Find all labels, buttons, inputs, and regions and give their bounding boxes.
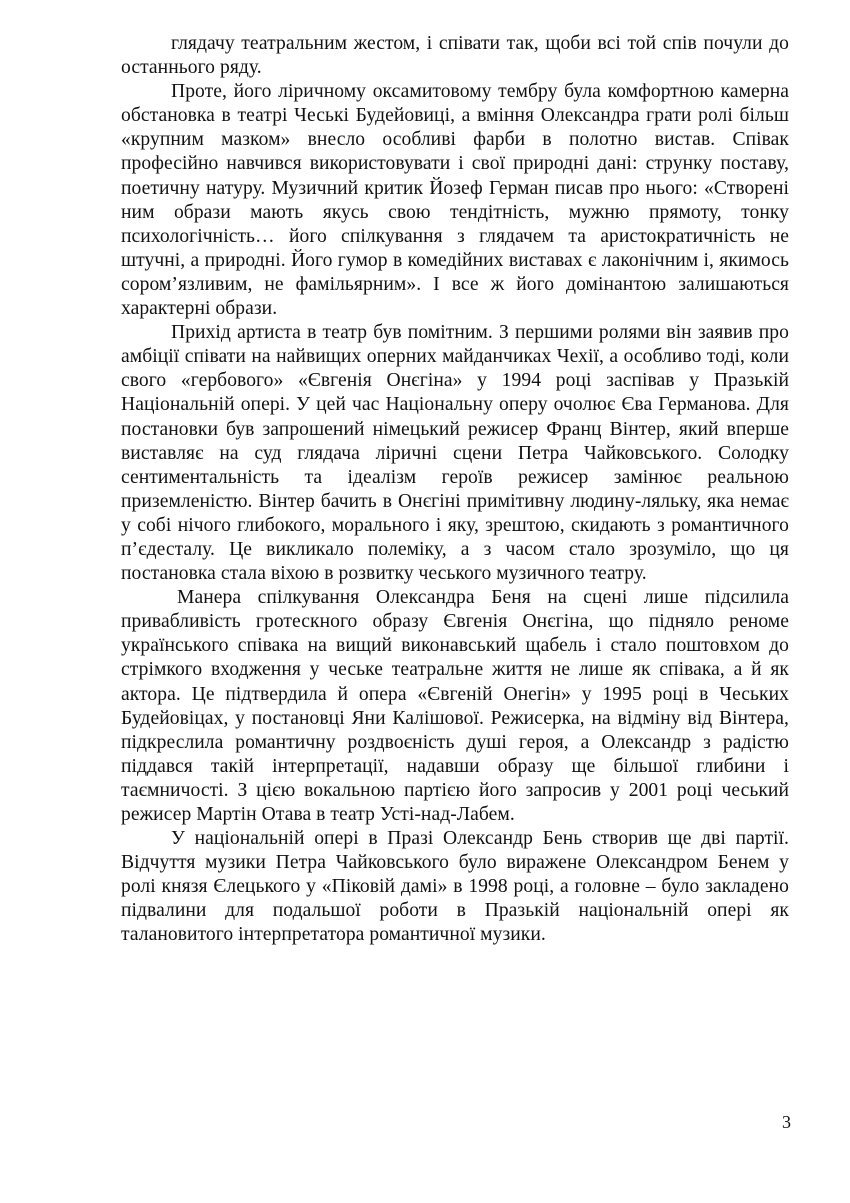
paragraph-2: Проте, його ліричному оксамитовому тембру була комфортною камерна обстановка в театрі Чеські Будейовиці, а вміння Олександра грати ролі більш «крупним мазком» внесло особливі фарби в полотно вистав. Співак професійно навчився використовувати і свої природні дані: струнку поставу, поетичну натуру. Музичний критик Йозеф Герман писав про нього: «Створені ним образи мають якусь свою тендітність, мужню прямоту, тонку психологічність… його спілкування з глядачем та аристократичність не штучні, а природні. Його гумор в комедійних виставах є лаконічним і, якимось сором’язливим, не фамільярним». І все ж його домінантою залишаються характерні образи. — [121, 81, 789, 320]
paragraph-1: глядачу театральним жестом, і співати так, щоби всі той спів почули до останнього ряду. — [121, 33, 789, 79]
paragraph-3: Прихід артиста в театр був помітним. З першими ролями він заявив про амбіції співати на найвищих оперних майданчиках Чехії, а особливо тоді, коли свого «гербового» «Євгенія Онєгіна» у 1994 році заспівав у Празькій Національній опері. У цей час Національну оперу очолює Єва Германова. Для постановки був запрошений німецький режисер Франц Вінтер, який вперше виставляє на суд глядача ліричні сцени Петра Чайковського. Солодку сентиментальність та ідеалізм героїв режисер замінює реальною приземленістю. Вінтер бачить в Онєгіні примітивну людину-ляльку, яка немає у собі нічого глибокого, морального і яку, зрештою, скидають з романтичного п’єдесталу. Це викликало полеміку, а з часом стало зрозуміло, що ця постановка стала віхою в розвитку чеського музичного театру. — [121, 322, 789, 585]
page-number: 3 — [782, 1112, 791, 1132]
body-text — [121, 32, 789, 948]
paragraph-4: Манера спілкування Олександра Беня на сцені лише підсилила привабливість гротескного образу Євгенія Онєгіна, що підняло реноме українського співака на вищий виконавський щабель і стало поштовхом до стрімкого входження у чеське театральне життя не лише як співака, а й як актора. Це підтвердила й опера «Євгеній Онегін» у 1995 році в Чеських Будейовіцах, у постановці Яни Калішової. Режисерка, на відміну від Вінтера, підкреслила романтичну роздвоєність душі героя, а Олександр з радістю піддався такій інтерпретації, надавши образу ще більшої глибини і таємничості. З цією вокальною партією його запросив у 2001 році чеський режисер Мартін Отава в театр Усті-над-Лабем. — [121, 587, 789, 825]
paragraph-5: У національній опері в Празі Олександр Бень створив ще дві партії. Відчуття музики Петра Чайковського було виражене Олександром Бенем у ролі князя Єлецького у «Піковій дамі» в 1998 році, а головне – було закладено підвалини для подальшої роботи в Празькій національній опері як талановитого інтерпретатора романтичної музики. — [121, 828, 789, 946]
